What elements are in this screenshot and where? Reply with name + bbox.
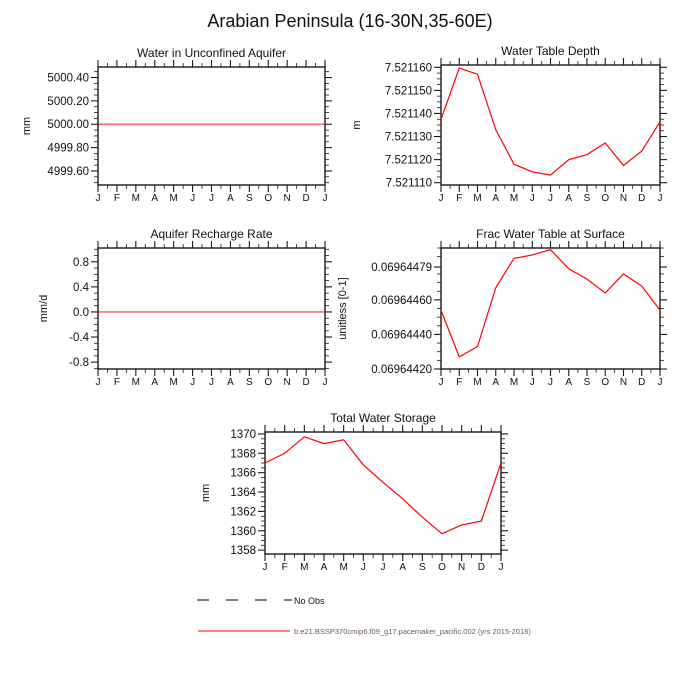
x-tick-label: M [509,193,519,204]
panel-title: Aquifer Recharge Rate [150,227,273,241]
plot-frame [98,248,325,369]
x-tick-label: J [498,562,504,573]
plot-frame [441,65,660,185]
y-tick-label: 0.8 [73,256,89,269]
y-tick-label: 0.4 [73,281,89,294]
x-tick-label: S [583,377,591,388]
panel-water-in-unconfined-aquifer [21,46,332,204]
y-tick-label: 1366 [230,467,256,480]
x-tick-label: F [456,193,463,204]
x-tick-label: F [281,562,288,573]
y-tick-label: 0.06964479 [371,262,432,275]
x-tick-label: A [492,193,500,204]
y-tick-label: 1368 [230,448,256,461]
panel-aquifer-recharge-rate [38,227,332,388]
x-tick-label: M [473,193,482,204]
x-tick-label: D [302,377,310,388]
x-tick-label: J [262,562,268,573]
y-tick-label: 1362 [230,506,256,519]
x-tick-label: J [438,193,444,204]
x-tick-label: J [657,377,663,388]
x-tick-label: J [548,377,553,388]
x-tick-label: D [477,562,485,573]
x-tick-label: A [565,193,573,204]
data-line-total-water-storage [265,437,501,534]
x-tick-label: F [113,377,120,388]
panel-title: Frac Water Table at Surface [476,227,625,241]
x-tick-label: S [245,193,253,204]
x-tick-label: D [638,377,646,388]
y-tick-label: 7.521120 [384,154,432,167]
chart-panels [21,44,667,573]
x-tick-label: A [227,193,234,204]
x-tick-label: F [113,193,120,204]
x-tick-label: J [380,562,386,573]
y-tick-label: 0.0 [73,306,89,319]
x-tick-label: N [283,377,291,388]
x-tick-label: A [151,193,159,204]
y-tick-label: 4999.60 [47,165,89,178]
y-tick-label: 7.521160 [384,62,432,75]
x-tick-label: J [438,377,444,388]
x-tick-label: S [245,377,253,388]
x-tick-label: J [322,377,328,388]
y-tick-label: 1358 [230,545,256,558]
x-tick-label: M [131,377,141,388]
y-tick-label: 1360 [230,525,256,538]
x-tick-label: A [565,377,573,388]
x-tick-label: J [322,193,328,204]
y-tick-label: -0.8 [69,357,89,370]
y-axis-unit-label: mm/d [38,294,50,323]
panel-title: Water in Unconfined Aquifer [137,46,286,60]
x-tick-label: J [209,193,214,204]
x-tick-label: J [657,193,663,204]
data-line-frac-water-table-at-surface [441,250,660,357]
y-tick-label: 0.06964440 [371,329,432,342]
x-tick-label: D [638,193,646,204]
y-axis-unit-label: mm [21,116,33,136]
x-tick-label: J [529,377,535,388]
x-tick-label: M [300,562,309,573]
plot-frame [265,432,501,554]
plot-frame [441,248,660,369]
x-tick-label: D [302,193,310,204]
y-tick-label: 7.521130 [384,131,432,144]
x-tick-label: M [169,377,178,388]
y-axis-unit-label: unitless [0-1] [337,277,349,340]
x-tick-label: A [399,562,407,573]
x-tick-label: O [264,377,273,388]
y-tick-label: 0.06964420 [371,364,432,376]
x-tick-label: M [169,193,178,204]
x-tick-label: A [320,562,328,573]
x-tick-label: A [151,377,159,388]
x-tick-label: A [227,377,234,388]
y-tick-label: 1364 [230,487,256,500]
y-tick-label: 7.521150 [384,85,432,98]
x-tick-label: S [418,562,426,573]
legend-label-no-obs: No Obs [294,596,325,606]
x-tick-label: J [95,193,101,204]
y-tick-label: 5000.40 [47,72,89,85]
x-tick-label: O [264,193,273,204]
x-tick-label: N [458,562,466,573]
x-tick-label: M [339,562,348,573]
x-tick-label: N [619,193,628,204]
y-tick-label: 7.521110 [385,177,432,190]
y-tick-label: 1370 [230,428,256,441]
page-title: Arabian Peninsula (16-30N,35-60E) [207,11,493,31]
x-tick-label: N [619,377,628,388]
x-tick-label: S [583,193,591,204]
panel-total-water-storage [200,411,508,573]
y-tick-label: 0.06964460 [371,294,432,307]
legend-label-case: b.e21.BSSP370cmip6.f09_g17.pacemaker_pacific.002 (yrs 2015-2018) [294,627,531,636]
x-tick-label: M [473,377,482,388]
x-tick-label: J [190,193,196,204]
x-tick-label: J [95,377,101,388]
x-tick-label: F [456,377,463,388]
plot-frame [98,67,325,185]
x-tick-label: O [601,193,610,204]
y-tick-label: 4999.80 [47,142,89,155]
y-tick-label: 5000.00 [47,119,89,132]
y-tick-label: 5000.20 [47,95,89,108]
x-tick-label: J [548,193,553,204]
legend [197,596,531,636]
y-axis-unit-label: mm [200,483,212,503]
x-tick-label: M [509,377,519,388]
y-tick-label: 7.521140 [384,108,432,121]
panel-water-table-depth [351,44,667,204]
panel-title: Total Water Storage [330,411,436,425]
x-tick-label: M [131,193,141,204]
x-tick-label: J [190,377,196,388]
x-tick-label: N [283,193,291,204]
x-tick-label: O [601,377,610,388]
x-tick-label: J [529,193,535,204]
y-axis-unit-label: m [351,120,363,130]
panel-frac-water-table-at-surface [337,227,667,388]
x-tick-label: J [360,562,366,573]
panel-title: Water Table Depth [501,44,600,58]
x-tick-label: J [209,377,214,388]
data-line-water-table-depth [441,68,660,175]
y-tick-label: -0.4 [69,332,89,345]
x-tick-label: A [492,377,500,388]
x-tick-label: O [438,562,446,573]
